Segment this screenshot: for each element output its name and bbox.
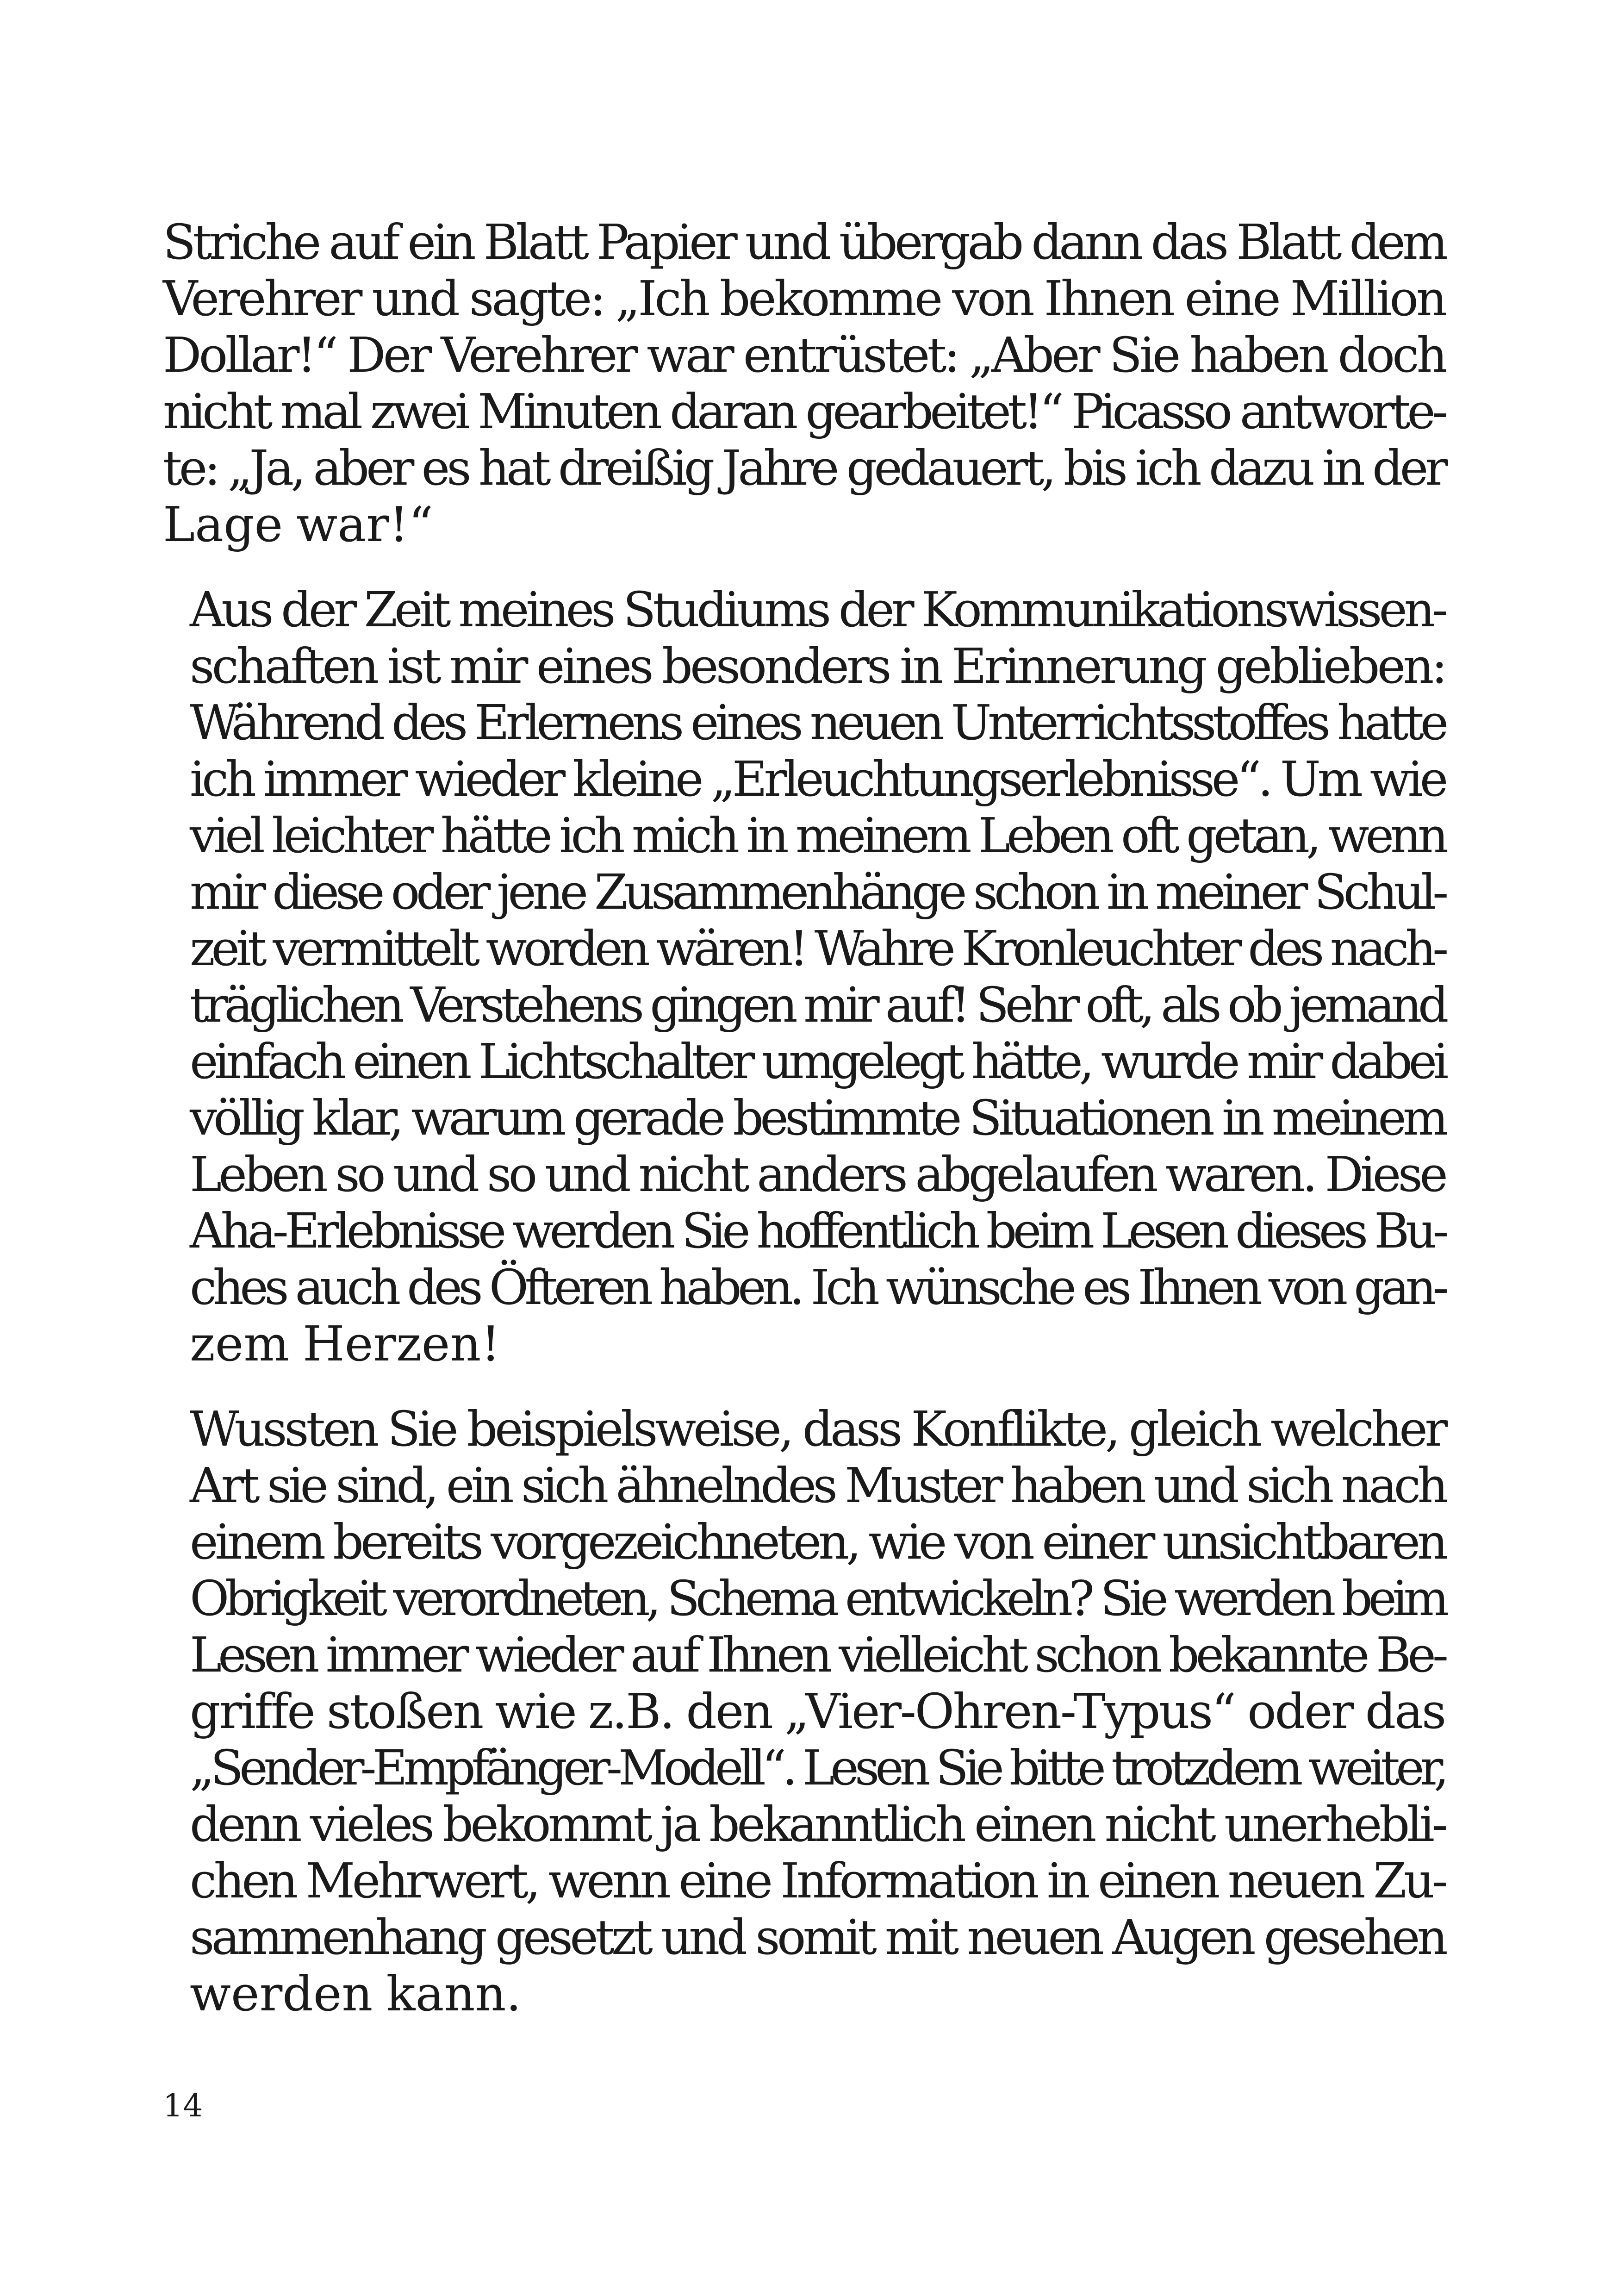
paragraph [163, 214, 1445, 553]
text-line: mir diese oder jene Zusammenhänge schon in meiner Schul- [190, 864, 1445, 920]
text-line: völlig klar, warum gerade bestimmte Situationen in meinem [190, 1090, 1445, 1146]
text-line: träglichen Verstehens gingen mir auf! Sehr oft, als ob jemand [190, 977, 1445, 1033]
text-line: chen Mehrwert, wenn eine Information in einen neuen Zu- [190, 1853, 1445, 1909]
page-number: 14 [163, 2088, 203, 2124]
text-line: ich immer wieder kleine „Erleuchtungserlebnisse“. Um wie [190, 751, 1445, 807]
text-line: einfach einen Lichtschalter umgelegt hätte, wurde mir dabei [190, 1033, 1445, 1090]
body-text [163, 214, 1445, 2051]
text-line: viel leichter hätte ich mich in meinem Leben oft getan, wenn [190, 807, 1445, 864]
text-line: Obrigkeit verordneten, Schema entwickeln? Sie werden beim [190, 1570, 1445, 1627]
text-line: Verehrer und sagte: „Ich bekomme von Ihnen eine Million [163, 270, 1445, 327]
text-line: Art sie sind, ein sich ähnelndes Muster haben und sich nach [190, 1457, 1445, 1514]
text-line: einem bereits vorgezeichneten, wie von einer unsichtbaren [190, 1514, 1445, 1570]
text-line: Leben so und so und nicht anders abgelaufen waren. Diese [190, 1146, 1445, 1203]
text-line: Lesen immer wieder auf Ihnen vielleicht schon bekannte Be- [190, 1627, 1445, 1683]
text-line: Striche auf ein Blatt Papier und übergab dann das Blatt dem [163, 214, 1445, 270]
text-line: „Sender-Empfänger-Modell“. Lesen Sie bitte trotzdem weiter, [190, 1740, 1445, 1796]
text-line: griffe stoßen wie z.B. den „Vier-Ohren-Typus“ oder das [190, 1683, 1445, 1740]
text-line: Dollar!“ Der Verehrer war entrüstet: „Aber Sie haben doch [163, 327, 1445, 383]
text-line: Lage war!“ [163, 496, 433, 553]
text-line: denn vieles bekommt ja bekanntlich einen nicht unerhebli- [190, 1796, 1445, 1853]
text-line: sammenhang gesetzt und somit mit neuen Augen gesehen [190, 1909, 1445, 1965]
text-line: ches auch des Öfteren haben. Ich wünsche es Ihnen von gan- [190, 1259, 1445, 1316]
text-line: Wussten Sie beispielsweise, dass Konflikte, gleich welcher [190, 1401, 1445, 1457]
text-line: schaften ist mir eines besonders in Erinnerung geblieben: [190, 638, 1445, 694]
text-line: nicht mal zwei Minuten daran gearbeitet!“ Picasso antworte- [163, 383, 1445, 440]
text-line: Aus der Zeit meines Studiums der Kommunikationswissen- [190, 581, 1445, 638]
text-line: zeit vermittelt worden wären! Wahre Kronleuchter des nach- [190, 920, 1445, 977]
paragraph [163, 581, 1445, 1372]
text-line: werden kann. [190, 1965, 522, 2022]
text-line: zem Herzen! [190, 1316, 501, 1372]
text-line: te: „Ja, aber es hat dreißig Jahre gedauert, bis ich dazu in der [163, 440, 1445, 496]
text-line: Während des Erlernens eines neuen Unterrichtsstoffes hatte [190, 694, 1445, 751]
text-line: Aha-Erlebnisse werden Sie hoffentlich beim Lesen dieses Bu- [190, 1203, 1445, 1259]
paragraph [163, 1401, 1445, 2022]
